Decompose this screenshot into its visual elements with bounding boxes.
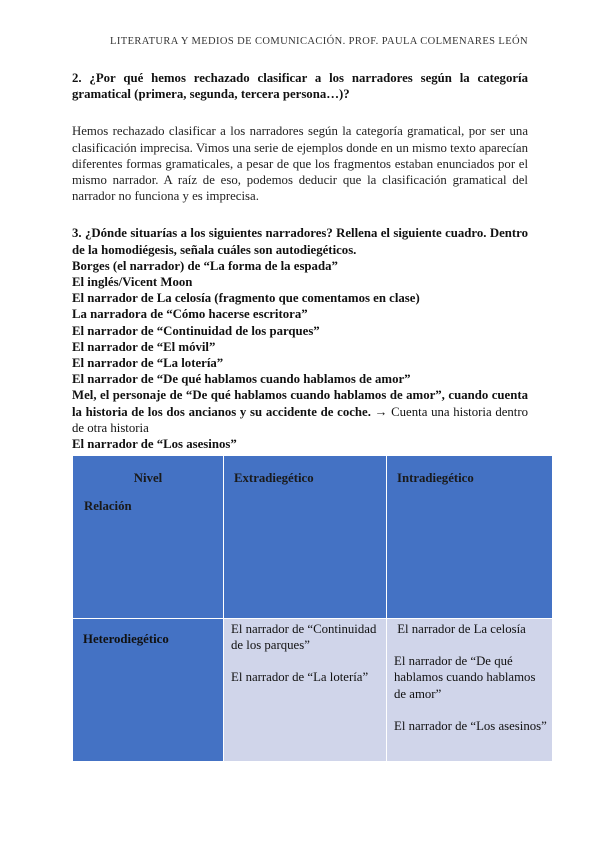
- cell-hetero-intra: [387, 619, 553, 762]
- narrator-item-mel: [72, 387, 528, 436]
- cell-text: El narrador de “Los asesinos”: [394, 718, 547, 733]
- cell-hetero-extra: [224, 619, 387, 762]
- corner-nivel: Nivel: [133, 471, 163, 485]
- narrator-item: El narrador de “La lotería”: [72, 356, 224, 371]
- narrator-item: Borges (el narrador) de “La forma de la espada”: [72, 258, 338, 273]
- page-header: LITERATURA Y MEDIOS DE COMUNICACIÓN. PROF. PAULA COLMENARES LEÓN: [110, 36, 528, 47]
- table-corner-cell: [73, 456, 224, 619]
- mel-note: → Cuenta una historia dentro de otra historia: [72, 404, 529, 435]
- narrator-item: El narrador de “De qué hablamos cuando hablamos de amor”: [72, 372, 411, 387]
- narrator-item: El inglés/Vicent Moon: [72, 275, 193, 290]
- cell-text: El narrador de “De qué hablamos cuando hablamos de amor”: [394, 654, 536, 701]
- column-header-extradiegetico: Extradiegético: [224, 456, 387, 619]
- cell-text: El narrador de “La lotería”: [231, 670, 369, 685]
- question-2: 2. ¿Por qué hemos rechazado clasificar a los narradores según la categoría gramatical (primera, segunda, tercera persona…)?: [72, 71, 528, 102]
- narrator-item: El narrador de “Los asesinos”: [72, 437, 237, 452]
- mel-text: Mel, el personaje de “De qué hablamos cuando hablamos de amor”, cuando cuenta la historia de los dos ancianos y su accidente de coche.: [72, 388, 528, 419]
- document-body: [72, 70, 528, 452]
- narrator-item: El narrador de La celosía (fragmento que comentamos en clase): [72, 291, 420, 306]
- column-header-intradiegetico: Intradiegético: [387, 456, 553, 619]
- corner-relacion: Relación: [84, 499, 132, 514]
- cell-text: El narrador de “Continuidad de los parques”: [231, 622, 377, 653]
- narrator-item: La narradora de “Cómo hacerse escritora”: [72, 307, 308, 322]
- narrator-item: El narrador de “Continuidad de los parques”: [72, 323, 320, 338]
- row-header-heterodiegetico: Heterodiegético: [73, 619, 224, 762]
- cell-text: El narrador de La celosía: [394, 622, 526, 636]
- narrator-item: El narrador de “El móvil”: [72, 339, 216, 354]
- answer-2: Hemos rechazado clasificar a los narradores según la categoría gramatical, por ser una clasificación imprecisa. Vimos una serie de ejemplos donde en un mismo texto aparecían diferentes formas gramaticales, a pesar de que los fragmentos estaban enunciados por el mismo narrador. A raíz de eso, podemos deducir que la clasificación gramatical del narrador no funciona y es imprecisa.: [72, 124, 528, 204]
- question-3: 3. ¿Dónde situarías a los siguientes narradores? Rellena el siguiente cuadro. Dentro de la homodiégesis, señala cuáles son autodiegéticos.: [72, 226, 528, 257]
- narrator-table: [72, 455, 553, 762]
